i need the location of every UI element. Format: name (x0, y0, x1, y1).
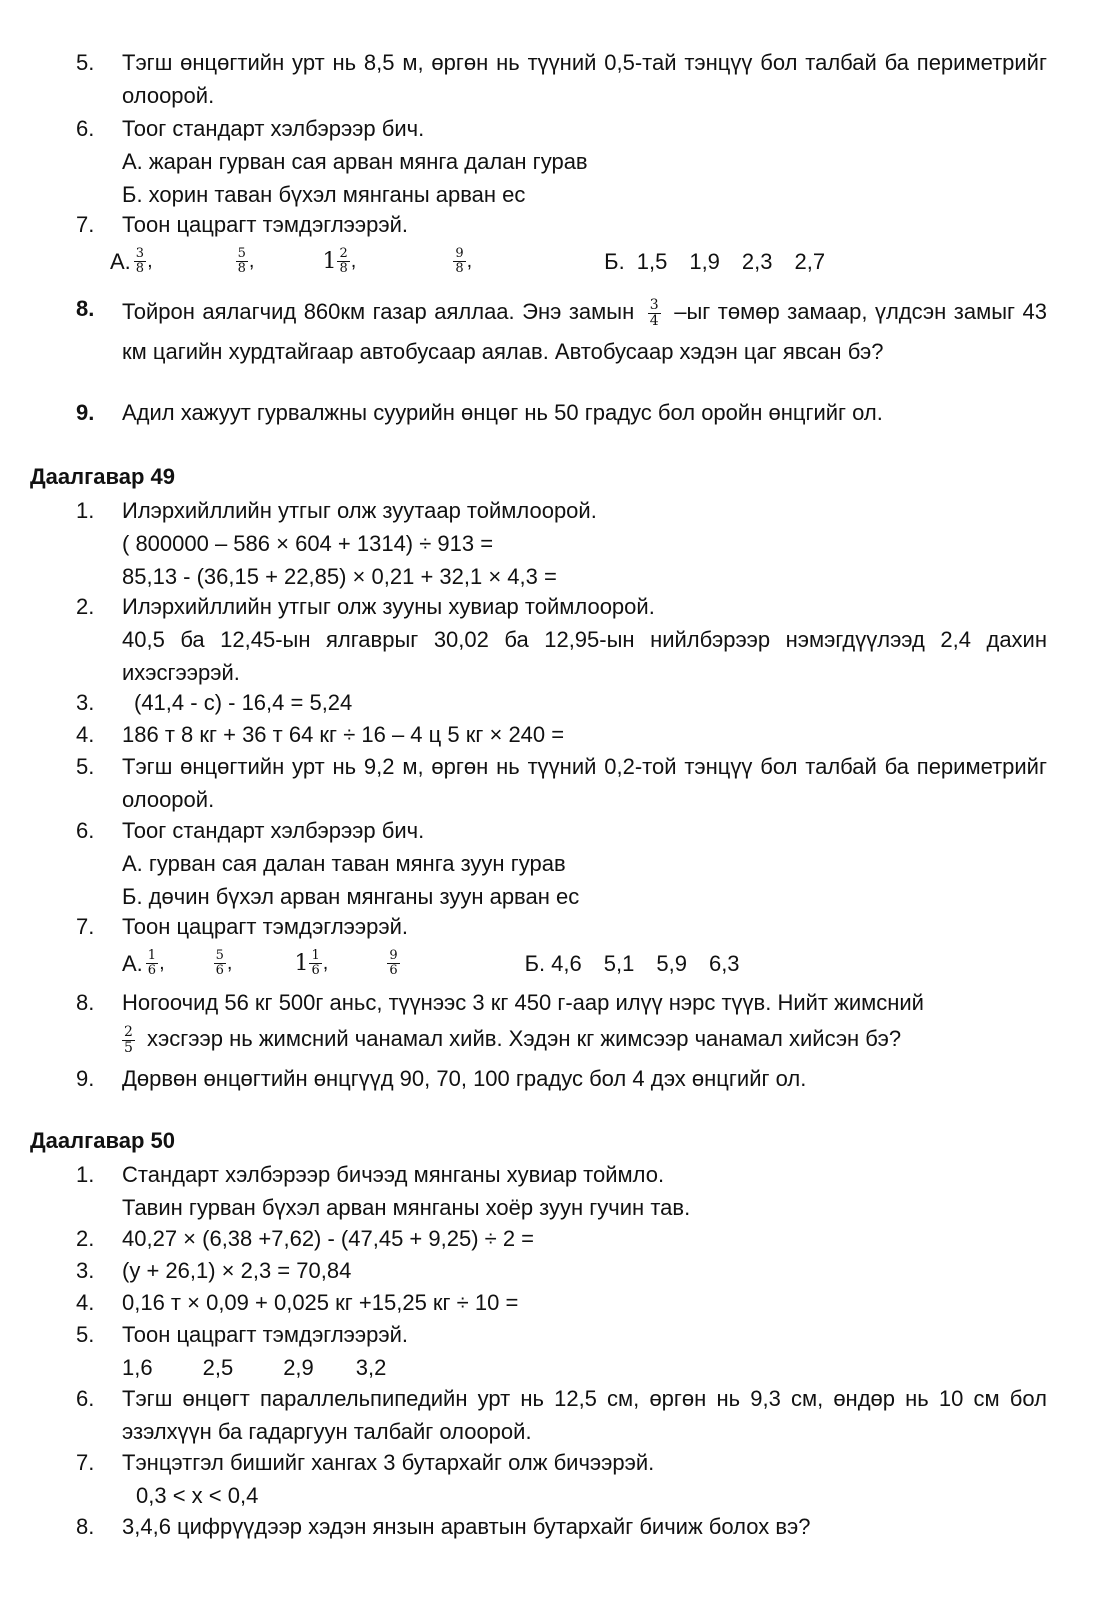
item-text: Ногоочид 56 кг 500г аньс, түүнээс 3 кг 450 г-аар илүү нэрс түүв. Нийт жимсний (122, 990, 924, 1015)
expression: ( 800000 – 586 × 604 + 1314) ÷ 913 = (122, 531, 494, 556)
item-number: 8. (76, 296, 95, 321)
task48-item-6 (62, 112, 1047, 211)
item-number: 6. (76, 116, 95, 141)
task48-item-8 (62, 292, 1047, 372)
item-text: Илэрхийллийн утгыг олж зуутаар тоймлоорой. (122, 498, 597, 523)
item-text: (41,4 - с) - 16,4 = 5,24 (134, 690, 353, 715)
item-number: 9. (76, 400, 95, 425)
item-number: 5. (76, 1322, 95, 1347)
mixed-fraction: 1 $\frac{1}{6}$ , (294, 947, 329, 978)
option-a-label: А. (110, 248, 131, 274)
option-a-label: А. (122, 950, 143, 976)
task50-item-3 (62, 1254, 1047, 1287)
fraction-row (110, 241, 1047, 281)
task50-item-6 (62, 1382, 1047, 1448)
item-text: Тоон цацрагт тэмдэглээрэй. (122, 1322, 408, 1347)
task50-item-7 (62, 1446, 1047, 1512)
inequality: 0,3 < х < 0,4 (136, 1483, 259, 1508)
fraction: $\frac{5}{8}$ , (237, 245, 255, 276)
item-text: Тоог стандарт хэлбэрээр бич. (122, 818, 425, 843)
item-text: Тойрон аялагчид 860км газар аяллаа. Энэ замын $\frac{3}{4}$ –ыг төмөр замаар, үлдсэн замыг 43 км цагийн хурдтайгаар автобусаар аялав. Автобусаар хэдэн цаг явсан бэ? (122, 296, 1048, 364)
option-b-label: Б. (604, 248, 625, 274)
option-a: А. гурван сая далан таван мянга зуун гурав (122, 851, 566, 876)
expression: 85,13 - (36,15 + 22,85) × 0,21 + 32,1 × 4,3 = (122, 564, 557, 589)
item-text: Адил хажуут гурвалжны суурийн өнцөг нь 50 градус бол оройн өнцгийг ол. (122, 400, 883, 425)
fraction-row (122, 943, 1047, 983)
task49-item-5 (62, 750, 1047, 816)
fraction: $\frac{3}{8}$ , (135, 245, 153, 276)
task48-item-7 (62, 208, 1047, 281)
item-number: 9. (76, 1066, 95, 1091)
task49-item-3 (62, 686, 1047, 719)
item-text: Тэгш өнцөгтийн урт нь 8,5 м, өргөн нь түүний 0,5-тай тэнцүү бол талбай ба периметрийг олоорой. (122, 50, 1047, 108)
task49-item-1 (62, 494, 1047, 593)
option-b-label: Б. (524, 950, 546, 976)
item-number: 5. (76, 754, 95, 779)
section-title-50: Даалгавар 50 (30, 1128, 176, 1153)
task48-item-9 (62, 396, 1047, 429)
option-b: Б. хорин таван бүхэл мянганы арван ес (122, 182, 526, 207)
item-text: (у + 26,1) × 2,3 = 70,84 (122, 1258, 352, 1283)
item-number: 8. (76, 990, 95, 1015)
task48-item-5 (62, 46, 1047, 112)
task49-item-2 (62, 590, 1047, 689)
item-text-cont: $\frac{2}{5}$ хэсгээр нь жимсний чанамал хийв. Хэдэн кг жимсээр чанамал хийсэн бэ? (124, 1023, 902, 1056)
fraction: $\frac{9}{8}$ , (455, 245, 473, 276)
item-number: 4. (76, 1290, 95, 1315)
fraction: $\frac{9}{6}$ (389, 947, 398, 978)
item-number: 3. (76, 690, 95, 715)
option-b-values: 1,5 1,9 2,3 2,7 (636, 248, 826, 274)
item-number: 3. (76, 1258, 95, 1283)
task49-item-9 (62, 1062, 1047, 1095)
option-b: Б. дөчин бүхэл арван мянганы зуун арван ес (122, 884, 580, 909)
item-text: Дөрвөн өнцөгтийн өнцгүүд 90, 70, 100 градус бол 4 дэх өнцгийг ол. (122, 1066, 807, 1091)
task49-item-8 (62, 986, 1047, 1059)
item-text: 0,16 т × 0,09 + 0,025 кг +15,25 кг ÷ 10 = (122, 1290, 519, 1315)
item-text: 186 т 8 кг + 36 т 64 кг ÷ 16 – 4 ц 5 кг × 240 = (122, 722, 565, 747)
item-number: 1. (76, 1162, 95, 1187)
item-detail: 40,5 ба 12,45-ын ялгаврыг 30,02 ба 12,95-ын нийлбэрээр нэмэгдүүлээд 2,4 дахин ихэсгээрэй. (122, 627, 1047, 685)
option-a: А. жаран гурван сая арван мянга далан гурав (122, 149, 588, 174)
task49-item-7 (62, 910, 1047, 983)
item-number: 7. (76, 212, 95, 237)
item-text: Илэрхийллийн утгыг олж зууны хувиар тоймлоорой. (122, 594, 655, 619)
task49-item-4 (62, 718, 1047, 751)
option-b-values: 4,6 5,1 5,9 6,3 (551, 950, 740, 976)
task50-item-1 (62, 1158, 1047, 1224)
item-number: 7. (76, 914, 95, 939)
item-number: 2. (76, 594, 95, 619)
section-title-49: Даалгавар 49 (30, 464, 176, 489)
item-number: 1. (76, 498, 95, 523)
task50-item-8 (62, 1510, 1047, 1543)
item-text: Тоог стандарт хэлбэрээр бич. (122, 116, 425, 141)
task49-item-6 (62, 814, 1047, 913)
fraction: $\frac{5}{6}$ , (215, 947, 233, 978)
item-text: Тоон цацрагт тэмдэглээрэй. (122, 914, 408, 939)
item-number: 6. (76, 1386, 95, 1411)
fraction: $\frac{1}{6}$ , (147, 947, 165, 978)
item-text: Тэгш өнцөгт параллельпипедийн урт нь 12,5 см, өргөн нь 9,3 см, өндөр нь 10 см бол эзэлхүүн ба гадаргуун талбайг олоорой. (122, 1386, 1047, 1444)
item-text: Тэнцэтгэл бишийг хангах 3 бутархайг олж бичээрэй. (122, 1450, 655, 1475)
item-number: 2. (76, 1226, 95, 1251)
item-number: 5. (76, 50, 95, 75)
item-number: 8. (76, 1514, 95, 1539)
item-number: 4. (76, 722, 95, 747)
item-text: 40,27 × (6,38 +7,62) - (47,45 + 9,25) ÷ 2 = (122, 1226, 535, 1251)
task50-item-4 (62, 1286, 1047, 1319)
item-text: 3,4,6 цифрүүдээр хэдэн янзын аравтын бутархайг бичиж болох вэ? (122, 1514, 811, 1539)
task50-item-5 (62, 1318, 1047, 1384)
item-text: Тэгш өнцөгтийн урт нь 9,2 м, өргөн нь түүний 0,2-той тэнцүү бол талбай ба периметрийг олоорой. (122, 754, 1047, 812)
number-values: 1,6 2,5 2,9 3,2 (122, 1355, 387, 1380)
item-detail: Тавин гурван бүхэл арван мянганы хоёр зуун гучин тав. (122, 1195, 691, 1220)
item-number: 6. (76, 818, 95, 843)
mixed-fraction: 1 $\frac{2}{8}$ , (322, 245, 357, 276)
item-number: 7. (76, 1450, 95, 1475)
item-text: Тоон цацрагт тэмдэглээрэй. (122, 212, 408, 237)
item-text: Стандарт хэлбэрээр бичээд мянганы хувиар тоймло. (122, 1162, 665, 1187)
task50-item-2 (62, 1222, 1047, 1255)
